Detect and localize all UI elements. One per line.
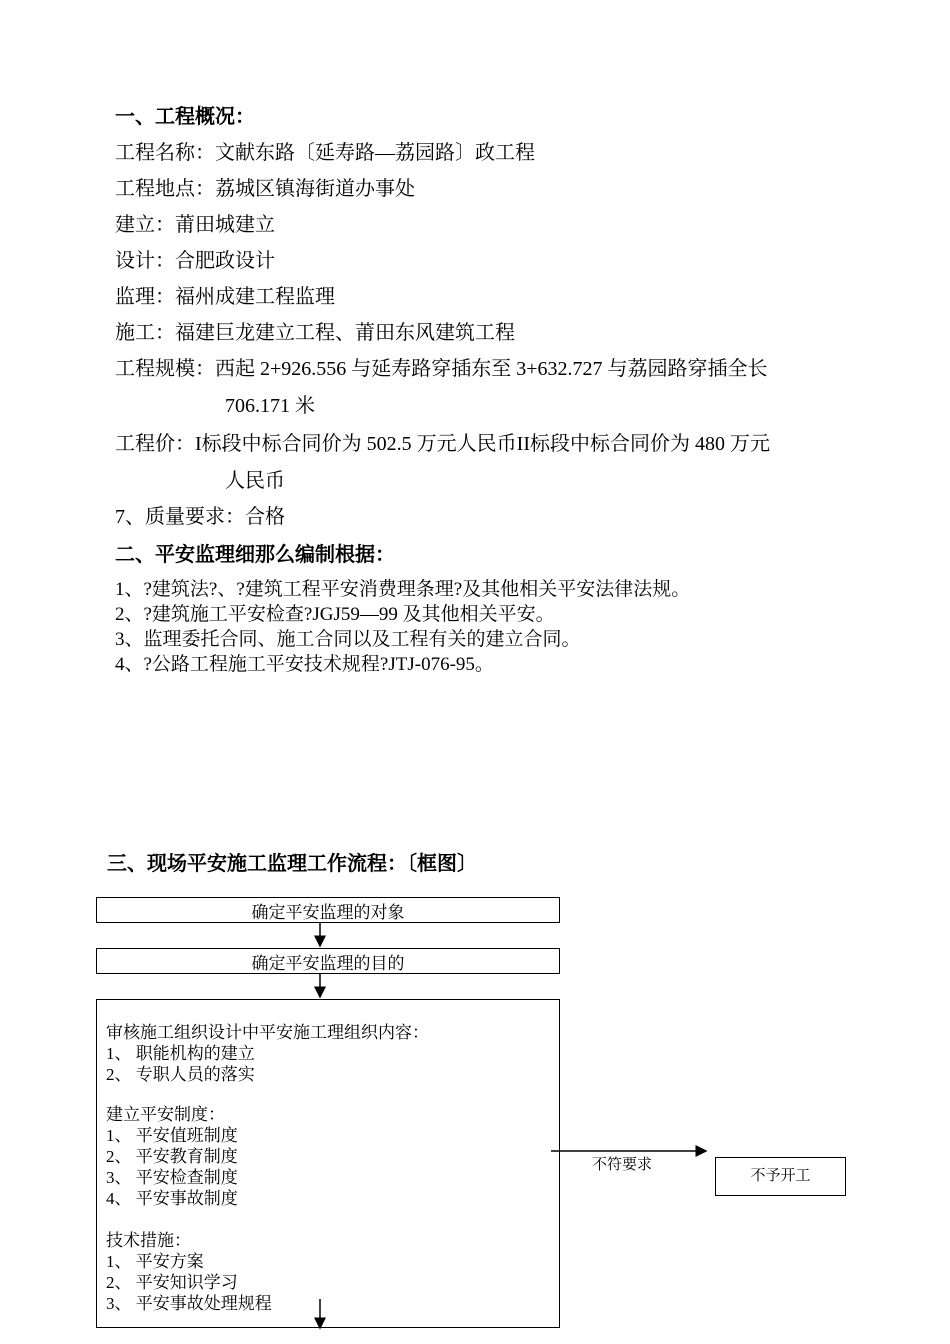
basis-item: 3、监理委托合同、施工合同以及工程有关的建立合同。	[115, 629, 581, 650]
project-name: 工程名称：文献东路〔延寿路—荔园路〕政工程	[115, 142, 535, 164]
review-line: 1、 职能机构的建立	[106, 1044, 255, 1063]
review-line: 2、 平安知识学习	[106, 1273, 238, 1292]
review-line: 2、 专职人员的落实	[106, 1065, 255, 1084]
review-line: 建立平安制度：	[106, 1105, 225, 1124]
review-line: 技术措施：	[106, 1231, 191, 1250]
basis-item: 4、?公路工程施工平安技术规程?JTJ-076-95。	[115, 654, 494, 675]
review-line: 审核施工组织设计中平安施工理组织内容：	[106, 1023, 429, 1042]
review-line: 3、 平安检查制度	[106, 1168, 238, 1187]
flow-box-goal-label: 确定平安监理的目的	[251, 953, 405, 973]
review-line: 1、 平安值班制度	[106, 1126, 238, 1145]
basis-item: 2、?建筑施工平安检查?JGJ59—99 及其他相关平安。	[115, 604, 555, 625]
review-line: 3、 平安事故处理规程	[106, 1294, 272, 1313]
flow-box-no-start-label: 不予开工	[750, 1168, 811, 1184]
project-scale-line2: 706.171 米	[225, 395, 315, 417]
review-line: 2、 平安教育制度	[106, 1147, 238, 1166]
project-builder: 建立：莆田城建立	[115, 214, 275, 236]
section2-heading: 二、平安监理细那么编制根据：	[115, 544, 395, 566]
project-design: 设计：合肥政设计	[115, 250, 275, 272]
project-price-line1: 工程价：I标段中标合同价为 502.5 万元人民币II标段中标合同价为 480 万元	[115, 433, 770, 455]
section3-heading: 三、现场平安施工监理工作流程：〔框图〕	[107, 853, 477, 875]
project-price-line2: 人民币	[225, 470, 285, 492]
arrow-label-noncompliant: 不符要求	[592, 1157, 653, 1173]
project-location: 工程地点：荔城区镇海街道办事处	[115, 178, 415, 200]
section1-heading: 一、工程概况：	[115, 106, 255, 128]
project-scale-line1: 工程规模：西起 2+926.556 与延寿路穿插东至 3+632.727 与荔园路穿插全长	[115, 358, 768, 380]
project-supervisor: 监理：福州成建工程监理	[115, 286, 335, 308]
project-construction: 施工：福建巨龙建立工程、莆田东风建筑工程	[115, 322, 515, 344]
flow-box-object-label: 确定平安监理的对象	[251, 902, 405, 922]
review-line: 1、 平安方案	[106, 1252, 204, 1271]
basis-item: 1、?建筑法?、?建筑工程平安消费理条理?及其他相关平安法律法规。	[115, 579, 691, 600]
review-line: 4、 平安事故制度	[106, 1189, 238, 1208]
project-quality: 7、质量要求：合格	[115, 506, 285, 528]
